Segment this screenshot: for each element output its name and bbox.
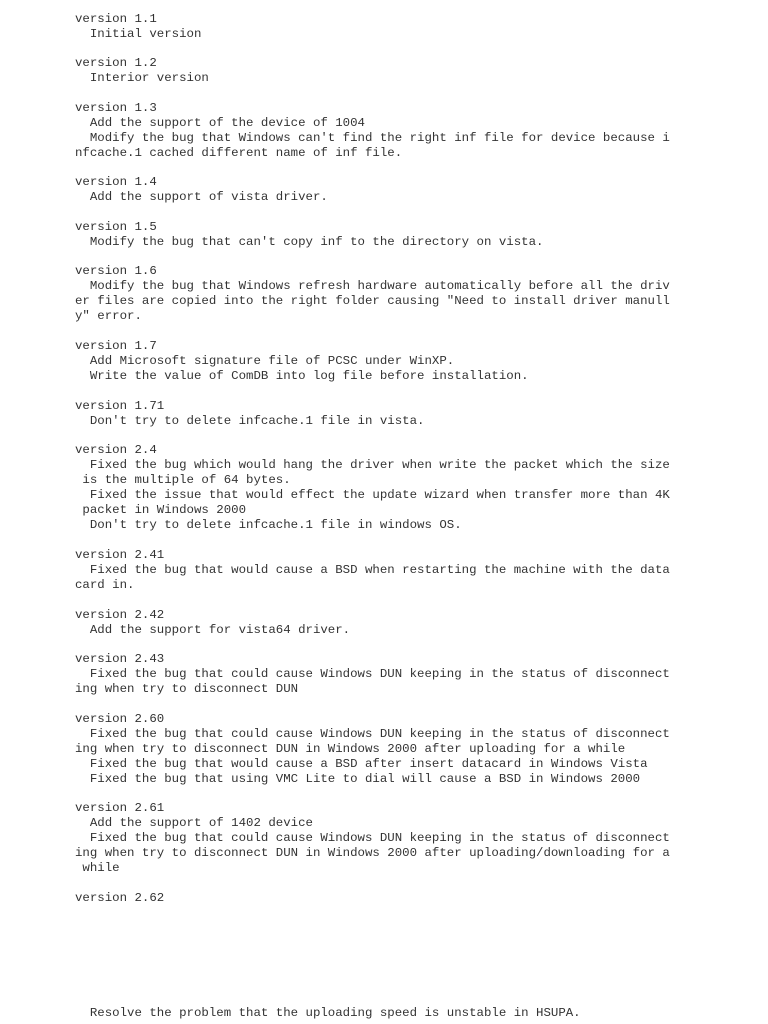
changelog-entry: is the multiple of 64 bytes.: [75, 473, 291, 487]
changelog-entry: Fixed the bug that could cause Windows DUN keeping in the status of disconnect: [75, 831, 670, 845]
changelog-entry: Add the support of 1402 device: [75, 816, 313, 830]
version-heading: version 2.41: [75, 548, 165, 562]
changelog-entry: Add the support of the device of 1004: [75, 116, 365, 130]
version-heading: version 1.3: [75, 101, 157, 115]
version-heading: version 2.60: [75, 712, 165, 726]
changelog-entry: Don't try to delete infcache.1 file in vista.: [75, 414, 425, 428]
version-heading: version 2.61: [75, 801, 165, 815]
changelog-entry: Interior version: [75, 71, 209, 85]
changelog-entry: ing when try to disconnect DUN in Windows 2000 after uploading for a while: [75, 742, 626, 756]
changelog-entry: Modify the bug that Windows refresh hardware automatically before all the driv: [75, 279, 670, 293]
version-heading: version 2.43: [75, 652, 165, 666]
changelog-entry: Add the support for vista64 driver.: [75, 623, 351, 637]
version-heading: version 2.42: [75, 608, 165, 622]
version-heading: version 1.6: [75, 264, 157, 278]
changelog-entry: Fixed the bug which would hang the driver when write the packet which the size: [75, 458, 670, 472]
version-heading: version 1.4: [75, 175, 157, 189]
changelog-entry: Don't try to delete infcache.1 file in windows OS.: [75, 518, 462, 532]
version-heading: version 1.7: [75, 339, 157, 353]
changelog-entry: Fixed the issue that would effect the update wizard when transfer more than 4K: [75, 488, 670, 502]
changelog-entry: Fixed the bug that would cause a BSD when restarting the machine with the data: [75, 563, 670, 577]
changelog-entry: er files are copied into the right folder causing "Need to install driver manull: [75, 294, 670, 308]
version-heading: version 1.2: [75, 56, 157, 70]
changelog-entry: Fixed the bug that could cause Windows DUN keeping in the status of disconnect: [75, 727, 670, 741]
changelog-entry: Add Microsoft signature file of PCSC under WinXP.: [75, 354, 455, 368]
changelog-entry: Modify the bug that Windows can't find the right inf file for device because i: [75, 131, 670, 145]
changelog-entry: Fixed the bug that using VMC Lite to dial will cause a BSD in Windows 2000: [75, 772, 641, 786]
changelog-entry: Fixed the bug that could cause Windows DUN keeping in the status of disconnect: [75, 667, 670, 681]
changelog-entry: Initial version: [75, 27, 202, 41]
version-heading: version 2.62: [75, 891, 165, 905]
version-heading: version 2.4: [75, 443, 157, 457]
changelog-entry: Fixed the bug that would cause a BSD after insert datacard in Windows Vista: [75, 757, 648, 771]
changelog-entry: card in.: [75, 578, 135, 592]
version-heading: version 1.5: [75, 220, 157, 234]
changelog-entry: ing when try to disconnect DUN in Windows 2000 after uploading/downloading for a: [75, 846, 670, 860]
version-heading: version 1.1: [75, 12, 157, 26]
changelog-entry: Modify the bug that can't copy inf to the directory on vista.: [75, 235, 544, 249]
changelog-entry: y" error.: [75, 309, 142, 323]
changelog-entry: Resolve the problem that the uploading speed is unstable in HSUPA.: [75, 1006, 581, 1020]
changelog-entry: packet in Windows 2000: [75, 503, 247, 517]
changelog-entry: ing when try to disconnect DUN: [75, 682, 299, 696]
changelog-entry: while: [75, 861, 120, 875]
changelog-entry: Add the support of vista driver.: [75, 190, 328, 204]
changelog-entry: Write the value of ComDB into log file before installation.: [75, 369, 529, 383]
changelog-entry: nfcache.1 cached different name of inf file.: [75, 146, 403, 160]
version-heading: version 1.71: [75, 399, 165, 413]
